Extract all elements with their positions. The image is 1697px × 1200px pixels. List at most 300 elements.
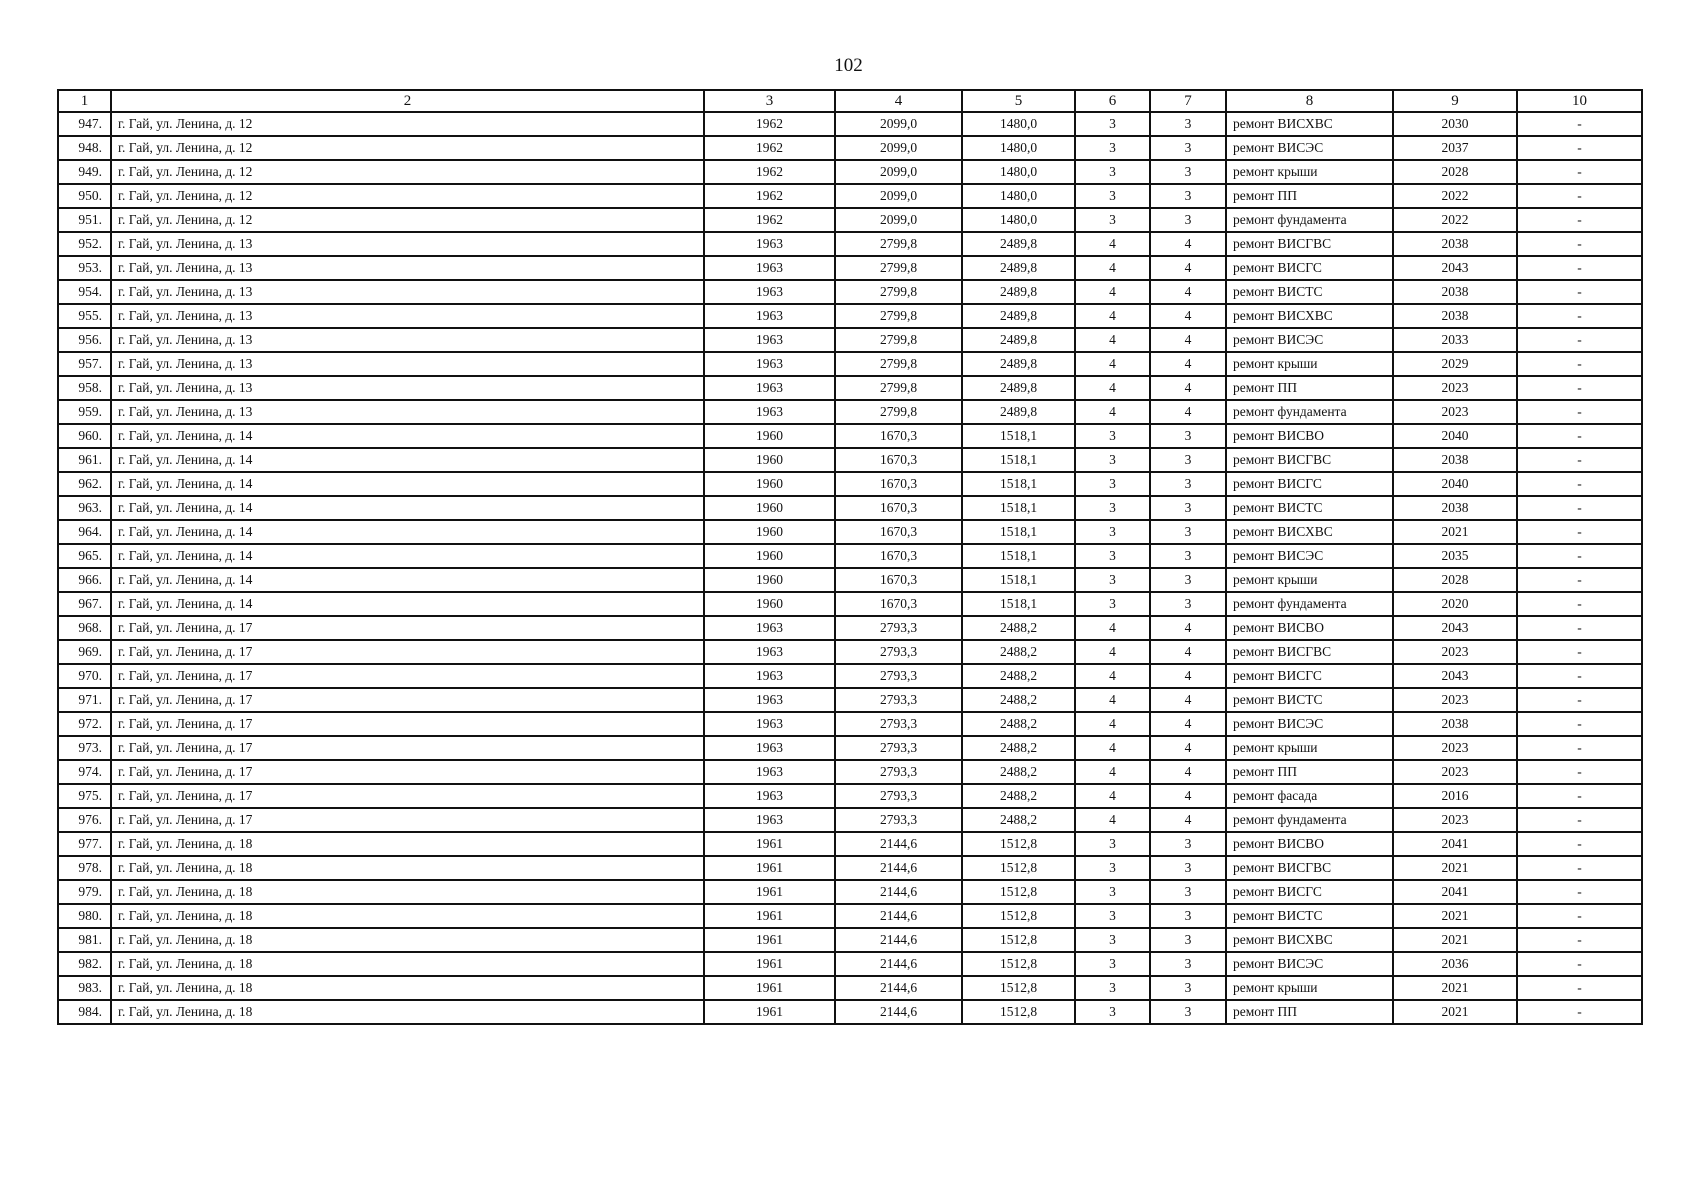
total-area-cell: 2099,0	[835, 136, 962, 160]
row-number-cell: 982.	[58, 952, 111, 976]
year-cell: 1963	[704, 400, 835, 424]
note-cell: -	[1517, 664, 1642, 688]
row-number-cell: 948.	[58, 136, 111, 160]
row-number-cell: 964.	[58, 520, 111, 544]
work-type-cell: ремонт ВИСХВС	[1226, 304, 1393, 328]
total-area-cell: 1670,3	[835, 568, 962, 592]
note-cell: -	[1517, 376, 1642, 400]
work-type-cell: ремонт крыши	[1226, 976, 1393, 1000]
planned-year-cell: 2028	[1393, 160, 1517, 184]
note-cell: -	[1517, 712, 1642, 736]
total-area-cell: 1670,3	[835, 448, 962, 472]
living-area-cell: 2489,8	[962, 328, 1075, 352]
entrances-cell: 4	[1150, 712, 1226, 736]
column-header: 6	[1075, 90, 1150, 112]
year-cell: 1963	[704, 640, 835, 664]
floors-cell: 4	[1075, 328, 1150, 352]
address-cell: г. Гай, ул. Ленина, д. 18	[111, 904, 704, 928]
year-cell: 1963	[704, 256, 835, 280]
total-area-cell: 2799,8	[835, 376, 962, 400]
total-area-cell: 2793,3	[835, 640, 962, 664]
work-type-cell: ремонт ВИСГВС	[1226, 448, 1393, 472]
living-area-cell: 1512,8	[962, 1000, 1075, 1024]
address-cell: г. Гай, ул. Ленина, д. 12	[111, 160, 704, 184]
work-type-cell: ремонт ВИСХВС	[1226, 520, 1393, 544]
living-area-cell: 2489,8	[962, 376, 1075, 400]
page-number: 102	[834, 55, 863, 76]
table-row	[58, 400, 1642, 424]
year-cell: 1961	[704, 952, 835, 976]
note-cell: -	[1517, 568, 1642, 592]
address-cell: г. Гай, ул. Ленина, д. 18	[111, 928, 704, 952]
row-number-cell: 974.	[58, 760, 111, 784]
note-cell: -	[1517, 736, 1642, 760]
header-row	[58, 90, 1642, 112]
table-row	[58, 184, 1642, 208]
row-number-cell: 950.	[58, 184, 111, 208]
work-type-cell: ремонт ВИСТС	[1226, 688, 1393, 712]
work-type-cell: ремонт фундамента	[1226, 808, 1393, 832]
living-area-cell: 2488,2	[962, 760, 1075, 784]
year-cell: 1963	[704, 304, 835, 328]
living-area-cell: 2488,2	[962, 808, 1075, 832]
column-header: 1	[58, 90, 111, 112]
planned-year-cell: 2021	[1393, 856, 1517, 880]
floors-cell: 3	[1075, 496, 1150, 520]
address-cell: г. Гай, ул. Ленина, д. 17	[111, 784, 704, 808]
table-row	[58, 280, 1642, 304]
total-area-cell: 2099,0	[835, 184, 962, 208]
address-cell: г. Гай, ул. Ленина, д. 13	[111, 256, 704, 280]
table-row	[58, 352, 1642, 376]
entrances-cell: 4	[1150, 232, 1226, 256]
address-cell: г. Гай, ул. Ленина, д. 18	[111, 952, 704, 976]
row-number-cell: 958.	[58, 376, 111, 400]
work-type-cell: ремонт ВИСЭС	[1226, 328, 1393, 352]
living-area-cell: 1518,1	[962, 424, 1075, 448]
floors-cell: 4	[1075, 304, 1150, 328]
entrances-cell: 3	[1150, 568, 1226, 592]
living-area-cell: 1518,1	[962, 520, 1075, 544]
year-cell: 1961	[704, 928, 835, 952]
entrances-cell: 4	[1150, 400, 1226, 424]
planned-year-cell: 2028	[1393, 568, 1517, 592]
address-cell: г. Гай, ул. Ленина, д. 17	[111, 736, 704, 760]
note-cell: -	[1517, 760, 1642, 784]
note-cell: -	[1517, 928, 1642, 952]
entrances-cell: 3	[1150, 544, 1226, 568]
column-header: 3	[704, 90, 835, 112]
living-area-cell: 1480,0	[962, 112, 1075, 136]
planned-year-cell: 2035	[1393, 544, 1517, 568]
row-number-cell: 973.	[58, 736, 111, 760]
row-number-cell: 961.	[58, 448, 111, 472]
total-area-cell: 1670,3	[835, 520, 962, 544]
planned-year-cell: 2041	[1393, 880, 1517, 904]
entrances-cell: 3	[1150, 880, 1226, 904]
living-area-cell: 2489,8	[962, 232, 1075, 256]
table-row	[58, 688, 1642, 712]
address-cell: г. Гай, ул. Ленина, д. 17	[111, 760, 704, 784]
floors-cell: 4	[1075, 640, 1150, 664]
address-cell: г. Гай, ул. Ленина, д. 18	[111, 880, 704, 904]
entrances-cell: 4	[1150, 664, 1226, 688]
address-cell: г. Гай, ул. Ленина, д. 14	[111, 592, 704, 616]
living-area-cell: 1518,1	[962, 592, 1075, 616]
address-cell: г. Гай, ул. Ленина, д. 12	[111, 112, 704, 136]
total-area-cell: 2793,3	[835, 736, 962, 760]
planned-year-cell: 2038	[1393, 496, 1517, 520]
planned-year-cell: 2016	[1393, 784, 1517, 808]
living-area-cell: 2488,2	[962, 688, 1075, 712]
floors-cell: 4	[1075, 232, 1150, 256]
year-cell: 1963	[704, 664, 835, 688]
address-cell: г. Гай, ул. Ленина, д. 14	[111, 520, 704, 544]
year-cell: 1962	[704, 184, 835, 208]
year-cell: 1961	[704, 880, 835, 904]
planned-year-cell: 2036	[1393, 952, 1517, 976]
floors-cell: 3	[1075, 520, 1150, 544]
work-type-cell: ремонт ВИСЭС	[1226, 136, 1393, 160]
note-cell: -	[1517, 160, 1642, 184]
table-row	[58, 760, 1642, 784]
total-area-cell: 2144,6	[835, 1000, 962, 1024]
entrances-cell: 4	[1150, 328, 1226, 352]
address-cell: г. Гай, ул. Ленина, д. 17	[111, 616, 704, 640]
note-cell: -	[1517, 496, 1642, 520]
floors-cell: 4	[1075, 784, 1150, 808]
row-number-cell: 969.	[58, 640, 111, 664]
living-area-cell: 1480,0	[962, 184, 1075, 208]
entrances-cell: 3	[1150, 952, 1226, 976]
floors-cell: 4	[1075, 808, 1150, 832]
floors-cell: 4	[1075, 736, 1150, 760]
planned-year-cell: 2020	[1393, 592, 1517, 616]
entrances-cell: 3	[1150, 976, 1226, 1000]
row-number-cell: 968.	[58, 616, 111, 640]
address-cell: г. Гай, ул. Ленина, д. 18	[111, 856, 704, 880]
table-row	[58, 640, 1642, 664]
total-area-cell: 2793,3	[835, 760, 962, 784]
row-number-cell: 980.	[58, 904, 111, 928]
table-row	[58, 856, 1642, 880]
row-number-cell: 949.	[58, 160, 111, 184]
year-cell: 1960	[704, 568, 835, 592]
year-cell: 1963	[704, 616, 835, 640]
entrances-cell: 3	[1150, 448, 1226, 472]
address-cell: г. Гай, ул. Ленина, д. 14	[111, 472, 704, 496]
entrances-cell: 4	[1150, 352, 1226, 376]
row-number-cell: 952.	[58, 232, 111, 256]
floors-cell: 3	[1075, 160, 1150, 184]
entrances-cell: 4	[1150, 280, 1226, 304]
column-header: 7	[1150, 90, 1226, 112]
entrances-cell: 3	[1150, 160, 1226, 184]
floors-cell: 4	[1075, 256, 1150, 280]
table-row	[58, 808, 1642, 832]
year-cell: 1963	[704, 736, 835, 760]
floors-cell: 4	[1075, 616, 1150, 640]
year-cell: 1962	[704, 136, 835, 160]
note-cell: -	[1517, 520, 1642, 544]
total-area-cell: 2799,8	[835, 304, 962, 328]
planned-year-cell: 2022	[1393, 208, 1517, 232]
note-cell: -	[1517, 976, 1642, 1000]
total-area-cell: 2799,8	[835, 328, 962, 352]
row-number-cell: 959.	[58, 400, 111, 424]
table-row	[58, 160, 1642, 184]
floors-cell: 4	[1075, 376, 1150, 400]
address-cell: г. Гай, ул. Ленина, д. 17	[111, 688, 704, 712]
year-cell: 1963	[704, 688, 835, 712]
work-type-cell: ремонт крыши	[1226, 352, 1393, 376]
total-area-cell: 1670,3	[835, 544, 962, 568]
living-area-cell: 2488,2	[962, 736, 1075, 760]
planned-year-cell: 2029	[1393, 352, 1517, 376]
floors-cell: 4	[1075, 760, 1150, 784]
row-number-cell: 953.	[58, 256, 111, 280]
floors-cell: 3	[1075, 592, 1150, 616]
note-cell: -	[1517, 1000, 1642, 1024]
planned-year-cell: 2023	[1393, 808, 1517, 832]
total-area-cell: 1670,3	[835, 424, 962, 448]
address-cell: г. Гай, ул. Ленина, д. 17	[111, 664, 704, 688]
floors-cell: 4	[1075, 400, 1150, 424]
table-row	[58, 880, 1642, 904]
row-number-cell: 984.	[58, 1000, 111, 1024]
living-area-cell: 1480,0	[962, 136, 1075, 160]
planned-year-cell: 2040	[1393, 424, 1517, 448]
floors-cell: 4	[1075, 280, 1150, 304]
living-area-cell: 1518,1	[962, 472, 1075, 496]
living-area-cell: 2488,2	[962, 784, 1075, 808]
entrances-cell: 3	[1150, 592, 1226, 616]
entrances-cell: 4	[1150, 304, 1226, 328]
floors-cell: 3	[1075, 904, 1150, 928]
row-number-cell: 960.	[58, 424, 111, 448]
entrances-cell: 3	[1150, 208, 1226, 232]
work-type-cell: ремонт ВИСВО	[1226, 832, 1393, 856]
work-type-cell: ремонт ВИСТС	[1226, 904, 1393, 928]
living-area-cell: 2489,8	[962, 304, 1075, 328]
total-area-cell: 2099,0	[835, 112, 962, 136]
total-area-cell: 2144,6	[835, 976, 962, 1000]
total-area-cell: 2099,0	[835, 160, 962, 184]
address-cell: г. Гай, ул. Ленина, д. 12	[111, 136, 704, 160]
row-number-cell: 981.	[58, 928, 111, 952]
repair-schedule-table	[57, 89, 1643, 1025]
address-cell: г. Гай, ул. Ленина, д. 13	[111, 328, 704, 352]
floors-cell: 4	[1075, 352, 1150, 376]
entrances-cell: 4	[1150, 784, 1226, 808]
address-cell: г. Гай, ул. Ленина, д. 17	[111, 640, 704, 664]
note-cell: -	[1517, 544, 1642, 568]
work-type-cell: ремонт ПП	[1226, 184, 1393, 208]
living-area-cell: 2488,2	[962, 712, 1075, 736]
row-number-cell: 965.	[58, 544, 111, 568]
planned-year-cell: 2023	[1393, 400, 1517, 424]
year-cell: 1963	[704, 760, 835, 784]
planned-year-cell: 2023	[1393, 736, 1517, 760]
entrances-cell: 3	[1150, 184, 1226, 208]
address-cell: г. Гай, ул. Ленина, д. 17	[111, 808, 704, 832]
address-cell: г. Гай, ул. Ленина, д. 13	[111, 352, 704, 376]
year-cell: 1961	[704, 856, 835, 880]
row-number-cell: 976.	[58, 808, 111, 832]
note-cell: -	[1517, 616, 1642, 640]
planned-year-cell: 2023	[1393, 376, 1517, 400]
year-cell: 1960	[704, 520, 835, 544]
row-number-cell: 957.	[58, 352, 111, 376]
address-cell: г. Гай, ул. Ленина, д. 17	[111, 712, 704, 736]
address-cell: г. Гай, ул. Ленина, д. 13	[111, 400, 704, 424]
planned-year-cell: 2021	[1393, 1000, 1517, 1024]
total-area-cell: 2144,6	[835, 856, 962, 880]
table-row	[58, 664, 1642, 688]
living-area-cell: 1480,0	[962, 208, 1075, 232]
entrances-cell: 4	[1150, 808, 1226, 832]
floors-cell: 3	[1075, 544, 1150, 568]
work-type-cell: ремонт ПП	[1226, 376, 1393, 400]
year-cell: 1960	[704, 592, 835, 616]
year-cell: 1963	[704, 280, 835, 304]
year-cell: 1963	[704, 784, 835, 808]
note-cell: -	[1517, 304, 1642, 328]
address-cell: г. Гай, ул. Ленина, д. 14	[111, 568, 704, 592]
entrances-cell: 3	[1150, 904, 1226, 928]
total-area-cell: 2144,6	[835, 832, 962, 856]
entrances-cell: 3	[1150, 856, 1226, 880]
work-type-cell: ремонт ВИСГВС	[1226, 232, 1393, 256]
work-type-cell: ремонт ВИСТС	[1226, 496, 1393, 520]
year-cell: 1960	[704, 424, 835, 448]
note-cell: -	[1517, 832, 1642, 856]
table-row	[58, 520, 1642, 544]
floors-cell: 3	[1075, 208, 1150, 232]
note-cell: -	[1517, 352, 1642, 376]
work-type-cell: ремонт фундамента	[1226, 400, 1393, 424]
row-number-cell: 963.	[58, 496, 111, 520]
floors-cell: 4	[1075, 664, 1150, 688]
floors-cell: 3	[1075, 832, 1150, 856]
note-cell: -	[1517, 424, 1642, 448]
table-row	[58, 472, 1642, 496]
column-header: 9	[1393, 90, 1517, 112]
entrances-cell: 4	[1150, 760, 1226, 784]
work-type-cell: ремонт ВИСВО	[1226, 616, 1393, 640]
row-number-cell: 956.	[58, 328, 111, 352]
table-row	[58, 136, 1642, 160]
living-area-cell: 1512,8	[962, 952, 1075, 976]
planned-year-cell: 2038	[1393, 712, 1517, 736]
year-cell: 1963	[704, 328, 835, 352]
planned-year-cell: 2038	[1393, 448, 1517, 472]
living-area-cell: 2489,8	[962, 400, 1075, 424]
table-row	[58, 112, 1642, 136]
year-cell: 1963	[704, 232, 835, 256]
planned-year-cell: 2043	[1393, 664, 1517, 688]
planned-year-cell: 2023	[1393, 688, 1517, 712]
planned-year-cell: 2021	[1393, 520, 1517, 544]
entrances-cell: 4	[1150, 376, 1226, 400]
total-area-cell: 2144,6	[835, 880, 962, 904]
table-row	[58, 928, 1642, 952]
work-type-cell: ремонт ПП	[1226, 760, 1393, 784]
work-type-cell: ремонт ВИСГС	[1226, 256, 1393, 280]
address-cell: г. Гай, ул. Ленина, д. 12	[111, 208, 704, 232]
entrances-cell: 3	[1150, 496, 1226, 520]
total-area-cell: 2144,6	[835, 952, 962, 976]
living-area-cell: 2489,8	[962, 280, 1075, 304]
living-area-cell: 1518,1	[962, 496, 1075, 520]
address-cell: г. Гай, ул. Ленина, д. 13	[111, 280, 704, 304]
table-row	[58, 784, 1642, 808]
table-row	[58, 376, 1642, 400]
address-cell: г. Гай, ул. Ленина, д. 14	[111, 424, 704, 448]
column-header: 10	[1517, 90, 1642, 112]
planned-year-cell: 2030	[1393, 112, 1517, 136]
row-number-cell: 962.	[58, 472, 111, 496]
year-cell: 1963	[704, 376, 835, 400]
work-type-cell: ремонт ВИСГС	[1226, 472, 1393, 496]
entrances-cell: 3	[1150, 832, 1226, 856]
row-number-cell: 975.	[58, 784, 111, 808]
floors-cell: 3	[1075, 424, 1150, 448]
year-cell: 1961	[704, 1000, 835, 1024]
table-row	[58, 592, 1642, 616]
living-area-cell: 2488,2	[962, 616, 1075, 640]
total-area-cell: 1670,3	[835, 496, 962, 520]
entrances-cell: 3	[1150, 112, 1226, 136]
work-type-cell: ремонт ПП	[1226, 1000, 1393, 1024]
note-cell: -	[1517, 256, 1642, 280]
planned-year-cell: 2038	[1393, 304, 1517, 328]
planned-year-cell: 2038	[1393, 232, 1517, 256]
note-cell: -	[1517, 208, 1642, 232]
row-number-cell: 983.	[58, 976, 111, 1000]
note-cell: -	[1517, 592, 1642, 616]
living-area-cell: 2488,2	[962, 640, 1075, 664]
total-area-cell: 2793,3	[835, 664, 962, 688]
total-area-cell: 2144,6	[835, 904, 962, 928]
total-area-cell: 2799,8	[835, 280, 962, 304]
table-row	[58, 256, 1642, 280]
year-cell: 1963	[704, 352, 835, 376]
row-number-cell: 966.	[58, 568, 111, 592]
floors-cell: 3	[1075, 448, 1150, 472]
work-type-cell: ремонт ВИСХВС	[1226, 112, 1393, 136]
year-cell: 1963	[704, 808, 835, 832]
living-area-cell: 1518,1	[962, 544, 1075, 568]
address-cell: г. Гай, ул. Ленина, д. 14	[111, 496, 704, 520]
floors-cell: 3	[1075, 136, 1150, 160]
entrances-cell: 3	[1150, 1000, 1226, 1024]
living-area-cell: 1512,8	[962, 976, 1075, 1000]
note-cell: -	[1517, 688, 1642, 712]
work-type-cell: ремонт ВИСГВС	[1226, 640, 1393, 664]
floors-cell: 3	[1075, 568, 1150, 592]
year-cell: 1961	[704, 904, 835, 928]
planned-year-cell: 2021	[1393, 976, 1517, 1000]
total-area-cell: 2799,8	[835, 400, 962, 424]
planned-year-cell: 2022	[1393, 184, 1517, 208]
table-row	[58, 496, 1642, 520]
total-area-cell: 2793,3	[835, 712, 962, 736]
row-number-cell: 955.	[58, 304, 111, 328]
total-area-cell: 2793,3	[835, 808, 962, 832]
table-row	[58, 736, 1642, 760]
planned-year-cell: 2041	[1393, 832, 1517, 856]
